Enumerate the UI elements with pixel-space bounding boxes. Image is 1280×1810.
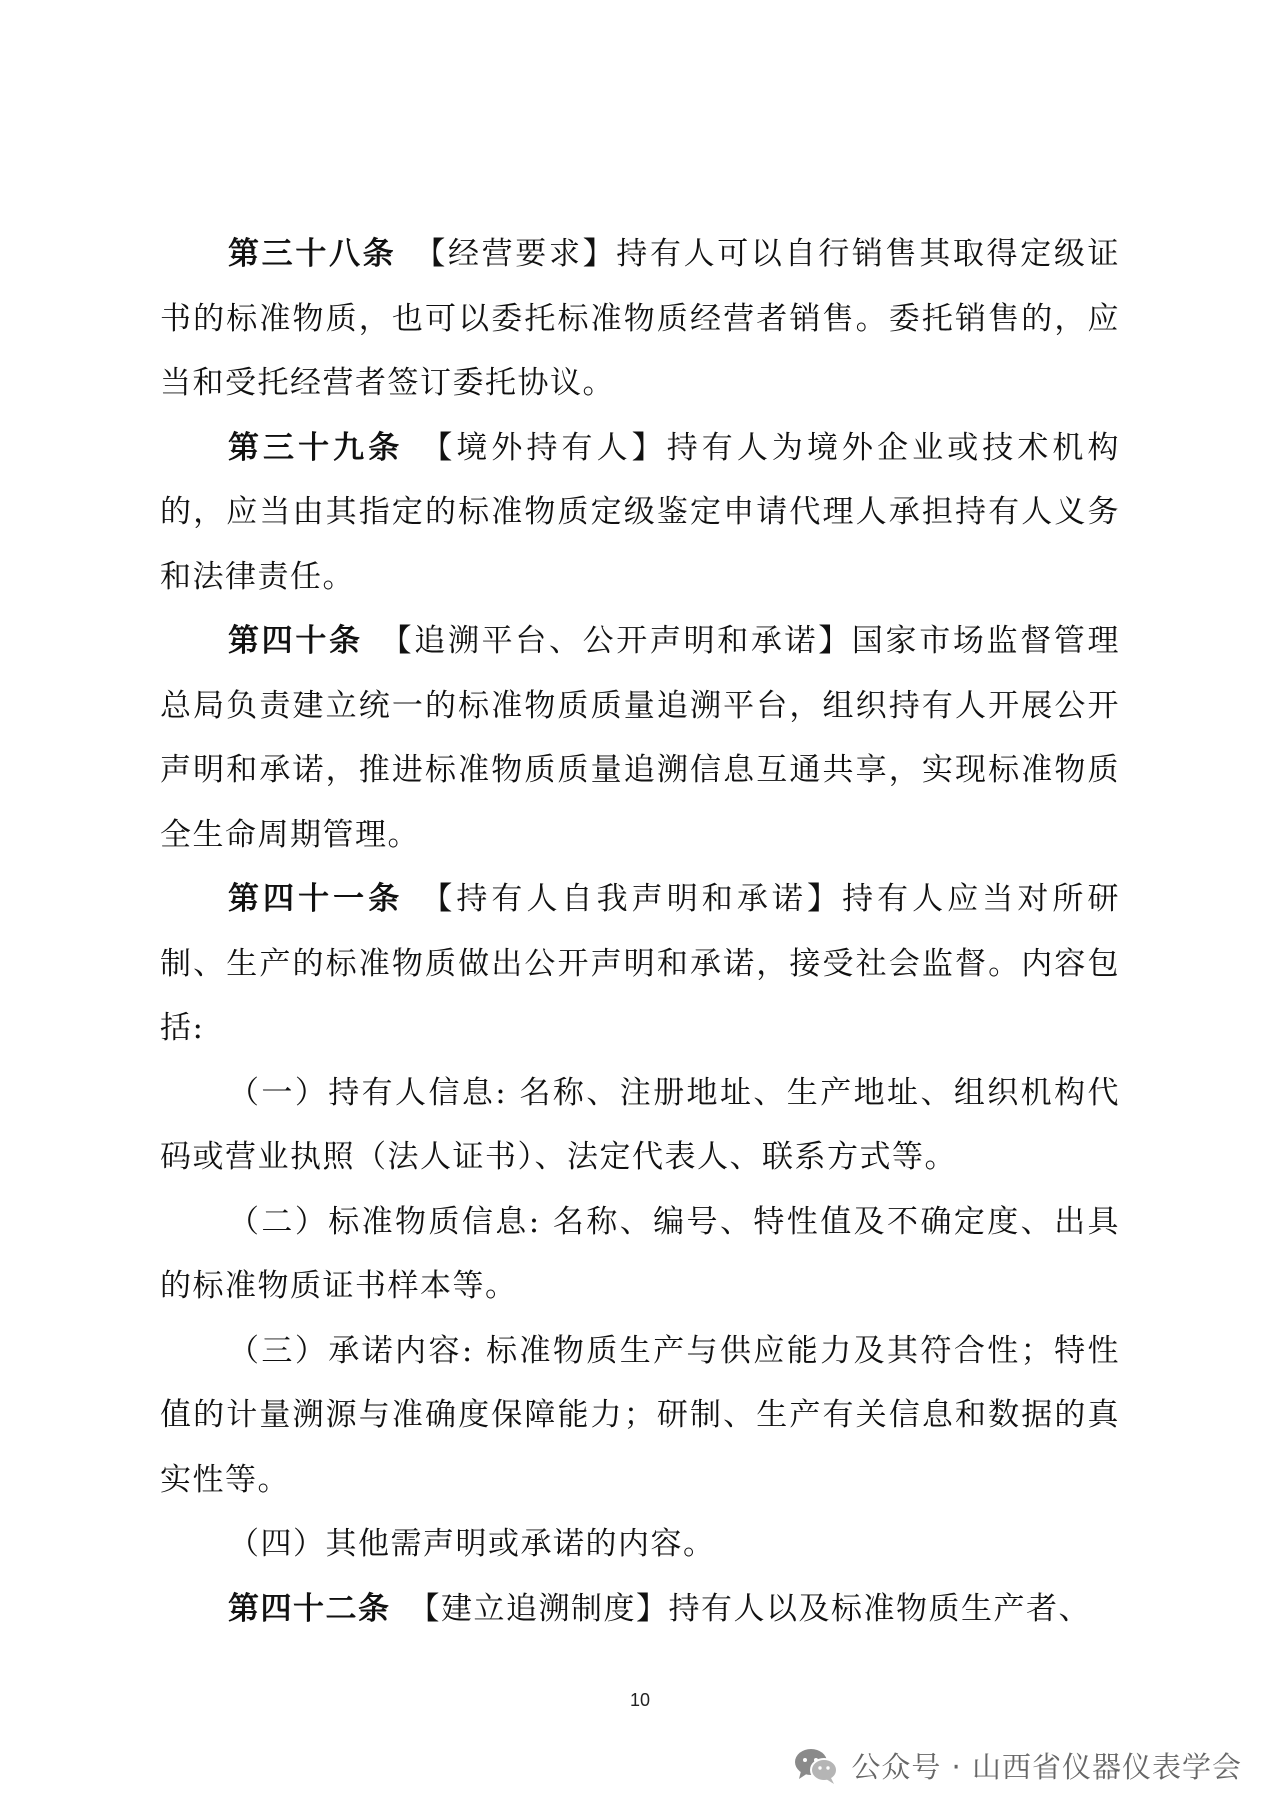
article-41 (160, 867, 1120, 1061)
article-heading: 第四十一条 (228, 881, 404, 917)
list-item-text: （二）标准物质信息: 名称、编号、特性值及不确定度、出具的标准物质证书样本等。 (160, 1203, 1120, 1304)
list-item-text: （三）承诺内容: 标准物质生产与供应能力及其符合性；特性值的计量溯源与准确度保障能力；研制、生产有关信息和数据的真实性等。 (160, 1332, 1120, 1498)
list-item-3 (160, 1319, 1120, 1513)
article-42 (160, 1577, 1120, 1642)
page-number: 10 (629, 1690, 651, 1710)
list-item-2 (160, 1190, 1120, 1319)
article-text: 持有人应当对所研制、生产的标准物质做出公开声明和承诺，接受社会监督。内容包括: (160, 881, 1120, 1046)
article-heading: 第四十二条 (228, 1590, 391, 1627)
article-text: 持有人以及标准物质生产者、 (668, 1590, 1091, 1627)
watermark-text: 公众号 · 山西省仪器仪表学会 (851, 1750, 1242, 1784)
list-item-1 (160, 1061, 1120, 1190)
article-title: 【建立追溯制度】 (408, 1590, 669, 1627)
article-text: 持有人为境外企业或技术机构的，应当由其指定的标准物质定级鉴定申请代理人承担持有人义务和法律责任。 (160, 429, 1120, 595)
wechat-icon (793, 1746, 839, 1786)
article-title: 【经营要求】 (414, 236, 617, 272)
list-item-text: （一）持有人信息: 名称、注册地址、生产地址、组织机构代码或营业执照（法人证书）、法定代表人、联系方式等。 (160, 1074, 1120, 1175)
article-text: 持有人可以自行销售其取得定级证书的标准物质，也可以委托标准物质经营者销售。委托销售的，应当和受托经营者签订委托协议。 (160, 236, 1121, 401)
article-40 (160, 609, 1120, 867)
watermark (793, 1745, 1242, 1786)
document-body (160, 222, 1120, 1641)
article-heading: 第三十九条 (228, 429, 404, 466)
list-item-text: （四）其他需声明或承诺的内容。 (228, 1526, 716, 1562)
article-title: 【追溯平台、公开声明和承诺】 (380, 623, 852, 659)
article-text: 国家市场监督管理总局负责建立统一的标准物质质量追溯平台，组织持有人开展公开声明和承诺，推进标准物质质量追溯信息互通共享，实现标准物质全生命周期管理。 (160, 623, 1121, 853)
article-title: 【持有人自我声明和承诺】 (421, 881, 843, 917)
article-heading: 第四十条 (228, 623, 363, 659)
article-39 (160, 416, 1120, 610)
article-38 (160, 222, 1120, 416)
list-item-4 (160, 1512, 1120, 1577)
article-heading: 第三十八条 (228, 236, 397, 272)
article-title: 【境外持有人】 (421, 429, 667, 466)
